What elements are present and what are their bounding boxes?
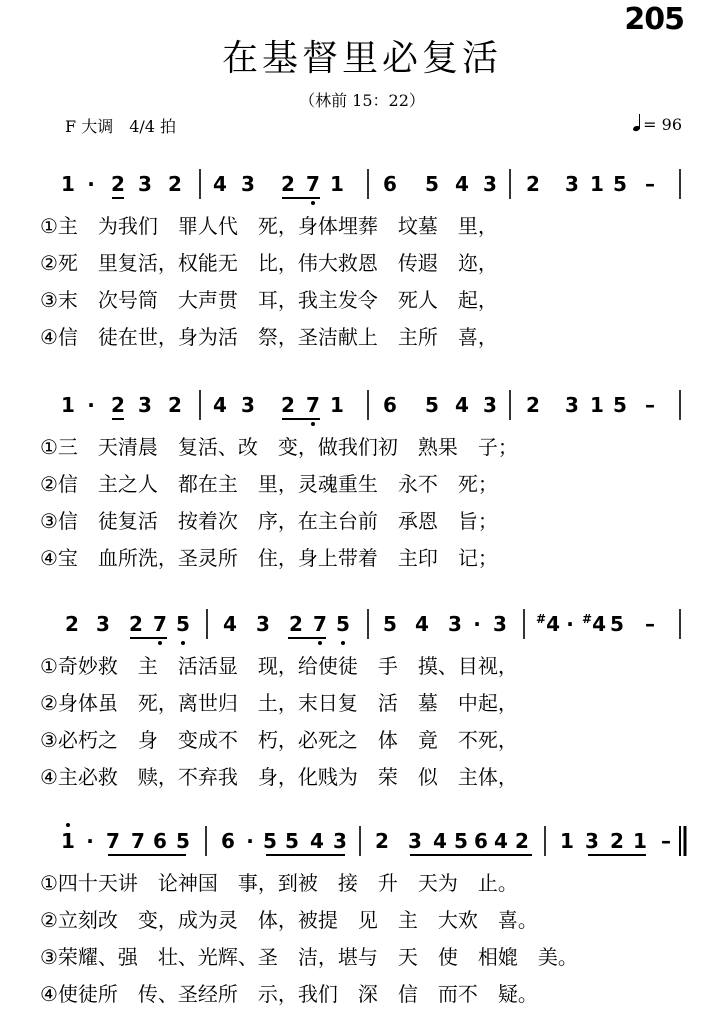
low-octave-dot	[311, 422, 315, 426]
note: 1	[560, 829, 574, 853]
hymn-title: 在基督里必复活	[221, 38, 502, 79]
lyric-verse-4: ④主必救 赎，不弃我 身，化贱为 荣 似 主体，	[40, 765, 518, 789]
note: 1	[590, 393, 604, 417]
note: 1	[61, 172, 75, 196]
note: 3	[241, 393, 255, 417]
note: 7	[306, 172, 320, 196]
note: 2	[289, 612, 303, 636]
note: 2	[281, 172, 295, 196]
note: 3	[138, 172, 152, 196]
key-time-signature: F 大调 4/4 拍	[65, 117, 177, 136]
note: ·	[566, 612, 574, 636]
note: 3	[241, 172, 255, 196]
note: –	[645, 612, 655, 636]
note: ·	[87, 393, 95, 417]
note: 2	[515, 829, 529, 853]
note: 5	[383, 612, 397, 636]
note: 3	[138, 393, 152, 417]
note: 5	[425, 393, 439, 417]
note: 5	[285, 829, 299, 853]
note: 7	[313, 612, 327, 636]
note: 3	[448, 612, 462, 636]
note: 6	[383, 172, 397, 196]
note: ·	[87, 172, 95, 196]
notation-svg	[0, 605, 724, 645]
lyric-verse-2: ②信 主之人 都在主 里，灵魂重生 永不 死；	[40, 472, 498, 496]
note: ·	[473, 612, 481, 636]
note: 3	[483, 393, 497, 417]
note: #4	[582, 612, 606, 636]
lyric-verse-3: ③荣耀、强 壮、光辉、圣 洁，堪与 天 使 相媲 美。	[40, 945, 578, 969]
note: 3	[96, 612, 110, 636]
note: 1	[590, 172, 604, 196]
lyric-verse-4: ④使徒所 传、圣经所 示，我们 深 信 而不 疑。	[40, 982, 538, 1006]
note: 1	[330, 393, 344, 417]
low-octave-dot	[311, 201, 315, 205]
lyric-verse-4: ④信 徒在世，身为活 祭，圣洁献上 主所 喜，	[40, 325, 498, 349]
note: 3	[483, 172, 497, 196]
note: 6	[221, 829, 235, 853]
note: 4	[213, 393, 227, 417]
note: 6	[474, 829, 488, 853]
low-octave-dot	[181, 641, 185, 645]
note: 2	[65, 612, 79, 636]
lyric-verse-3: ③末 次号筒 大声贯 耳，我主发令 死人 起，	[40, 288, 498, 312]
lyric-verse-1: ①主 为我们 罪人代 死，身体埋葬 坟墓 里，	[40, 214, 498, 238]
note: ·	[246, 829, 254, 853]
note: 5	[613, 393, 627, 417]
notation-svg	[0, 822, 724, 862]
note: 2	[111, 172, 125, 196]
note: –	[661, 829, 671, 853]
note: 2	[111, 393, 125, 417]
lyric-verse-3: ③信 徒复活 按着次 序，在主台前 承恩 旨；	[40, 509, 498, 533]
note: 5	[613, 172, 627, 196]
note: 4	[455, 172, 469, 196]
note: 7	[306, 393, 320, 417]
notation-line-3	[0, 605, 724, 645]
note: 3	[333, 829, 347, 853]
note: 4	[223, 612, 237, 636]
note: 2	[168, 393, 182, 417]
note: 7	[153, 612, 167, 636]
note: #4	[536, 612, 560, 636]
note: 3	[565, 393, 579, 417]
note: 4	[415, 612, 429, 636]
lyric-verse-2: ②死 里复活，权能无 比，伟大救恩 传遐 迩，	[40, 251, 498, 275]
high-octave-dot	[66, 823, 70, 827]
low-octave-dot	[341, 641, 345, 645]
lyric-verse-2: ②身体虽 死，离世归 土，末日复 活 墓 中起，	[40, 691, 518, 715]
note: 5	[336, 612, 350, 636]
note: 4	[310, 829, 324, 853]
notation-line-4	[0, 822, 724, 862]
note: 6	[153, 829, 167, 853]
tempo-marking	[633, 114, 682, 134]
note: 4	[213, 172, 227, 196]
note: 2	[129, 612, 143, 636]
note: 4	[433, 829, 447, 853]
note: 1	[61, 829, 75, 853]
note: 2	[375, 829, 389, 853]
note: –	[645, 393, 655, 417]
lyric-verse-1: ①奇妙救 主 活活显 现，给使徒 手 摸、目视，	[40, 654, 518, 678]
lyric-verse-1: ①四十天讲 论神国 事，到被 接 升 天为 止。	[40, 871, 518, 895]
hymn-number: 205	[624, 2, 684, 37]
note: 3	[585, 829, 599, 853]
note: 5	[454, 829, 468, 853]
note: 2	[526, 172, 540, 196]
lyric-verse-1: ①三 天清晨 复活、改 变，做我们初 熟果 子；	[40, 435, 518, 459]
tempo-value: = 96	[643, 115, 682, 134]
note: –	[645, 172, 655, 196]
note: 6	[383, 393, 397, 417]
note: 2	[168, 172, 182, 196]
note: 1	[633, 829, 647, 853]
note: 3	[565, 172, 579, 196]
note: 5	[176, 829, 190, 853]
note: ·	[86, 829, 94, 853]
note: 4	[455, 393, 469, 417]
low-octave-dot	[158, 641, 162, 645]
note: 5	[263, 829, 277, 853]
note: 3	[256, 612, 270, 636]
note: 2	[526, 393, 540, 417]
notation-svg	[0, 386, 724, 426]
notation-line-1	[0, 165, 724, 205]
note: 3	[408, 829, 422, 853]
note: 1	[330, 172, 344, 196]
quarter-note-icon	[633, 114, 643, 132]
note: 7	[106, 829, 120, 853]
lyric-verse-4: ④宝 血所洗，圣灵所 住，身上带着 主印 记；	[40, 546, 498, 570]
note: 1	[61, 393, 75, 417]
note: 2	[610, 829, 624, 853]
note: 5	[610, 612, 624, 636]
low-octave-dot	[318, 641, 322, 645]
notation-svg	[0, 165, 724, 205]
lyric-verse-2: ②立刻改 变，成为灵 体，被提 见 主 大欢 喜。	[40, 908, 538, 932]
note: 7	[131, 829, 145, 853]
note: 3	[493, 612, 507, 636]
notation-line-2	[0, 386, 724, 426]
scripture-reference: （林前 15：22）	[299, 91, 425, 110]
lyric-verse-3: ③必朽之 身 变成不 朽，必死之 体 竟 不死，	[40, 728, 518, 752]
note: 5	[176, 612, 190, 636]
note: 2	[281, 393, 295, 417]
note: 4	[494, 829, 508, 853]
note: 5	[425, 172, 439, 196]
